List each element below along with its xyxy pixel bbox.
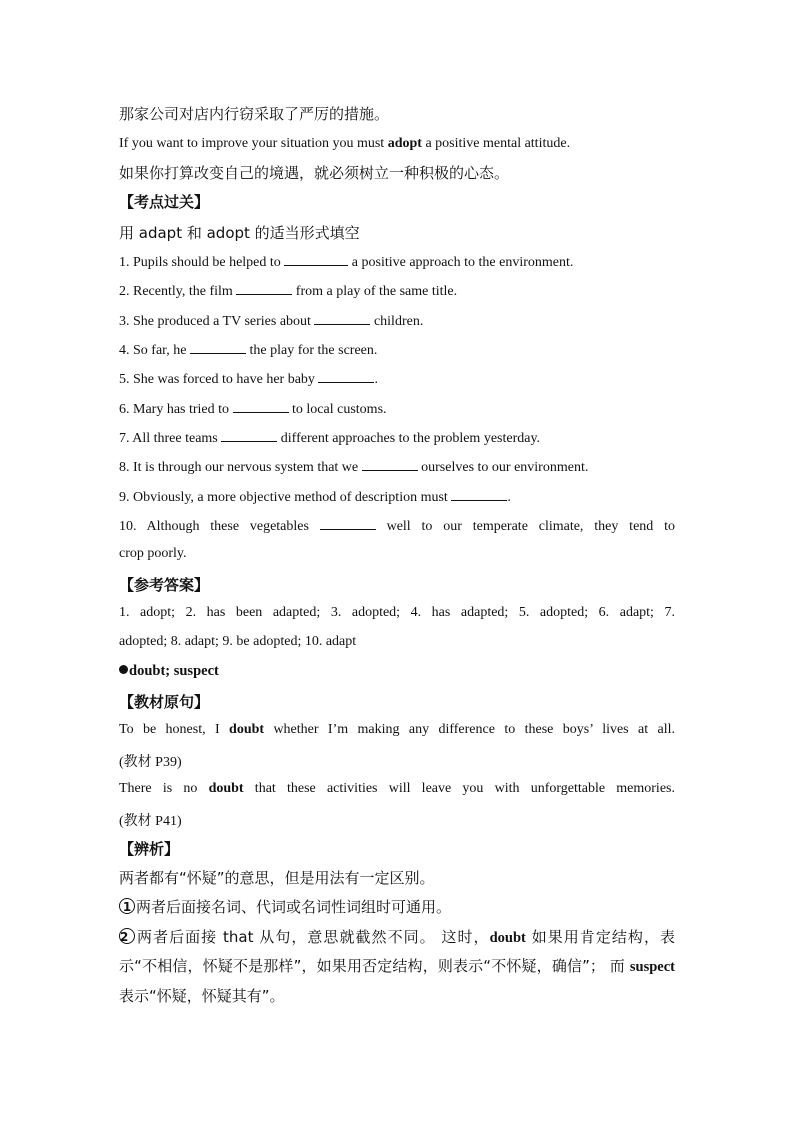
heading-textbook: 【教材原句】 — [119, 693, 210, 711]
exercise-item: 6. Mary has tried to to local customs. — [119, 402, 387, 417]
exercise-item: 10. Although these vegetables well to our temperate climate, they tend to — [119, 519, 675, 534]
answers-line-2: adopted; 8. adapt; 9. be adopted; 10. adapt — [119, 634, 357, 649]
exercise-item: 2. Recently, the film from a play of the same title. — [119, 284, 458, 299]
exercise-item: 1. Pupils should be helped to a positive approach to the environment. — [119, 255, 574, 270]
answers-line-1: 1. adopt; 2. has been adapted; 3. adopted; 4. has adapted; 5. adopted; 6. adapt; 7. — [119, 605, 675, 620]
analysis-intro: 两者都有“怀疑”的意思，但是用法有一定区别。 — [119, 869, 435, 887]
textbook-source-2: (教材 P41) — [119, 814, 182, 829]
textbook-sentence-1: To be honest, I doubt whether I’m making any difference to these boys’ lives at all. — [119, 722, 675, 737]
sentence-english-adopt: If you want to improve your situation you must adopt a positive mental attitude. — [119, 136, 571, 151]
analysis-point-1: 1 两者后面接名词、代词或名词性词组时可通用。 — [119, 896, 675, 917]
sentence-chinese-2: 如果你打算改变自己的境遇，就必须树立一种积极的心态。 — [119, 164, 510, 182]
analysis-point-2: 2 两者后面接 that 从句，意思就截然不同。 这时，doubt 如果用肯定结构，表 — [120, 928, 675, 946]
exercise-item-continued: crop poorly. — [119, 546, 187, 561]
analysis-point-2-cont: 示“不相信，怀疑不是那样”，如果用否定结构，则表示“不怀疑，确信”； 而 suspect — [119, 957, 675, 975]
heading-analysis: 【辨析】 — [119, 840, 180, 858]
circled-number: 2 — [119, 928, 135, 944]
heading-kaodian: 【考点过关】 — [119, 193, 210, 211]
sentence-chinese-1: 那家公司对店内行窃采取了严厉的措施。 — [119, 105, 390, 123]
heading-answers: 【参考答案】 — [119, 576, 210, 594]
textbook-source-1: (教材 P39) — [119, 755, 182, 770]
exercise-item: 9. Obviously, a more objective method of description must . — [119, 490, 511, 505]
textbook-sentence-2: There is no doubt that these activities will leave you with unforgettable memories. — [119, 781, 675, 796]
instruction: 用 adapt 和 adopt 的适当形式填空 — [119, 224, 360, 242]
exercise-item: 5. She was forced to have her baby . — [119, 372, 378, 387]
section-title: doubt; suspect — [119, 663, 675, 680]
exercise-item: 3. She produced a TV series about children. — [119, 314, 424, 329]
analysis-point-2-end: 表示“怀疑，怀疑其有”。 — [119, 987, 285, 1005]
circled-number: 1 — [119, 898, 135, 914]
exercise-item: 8. It is through our nervous system that we ourselves to our environment. — [119, 460, 589, 475]
exercise-item: 4. So far, he the play for the screen. — [119, 343, 378, 358]
bullet-icon — [119, 665, 128, 674]
exercise-item: 7. All three teams different approaches to the problem yesterday. — [119, 431, 541, 446]
